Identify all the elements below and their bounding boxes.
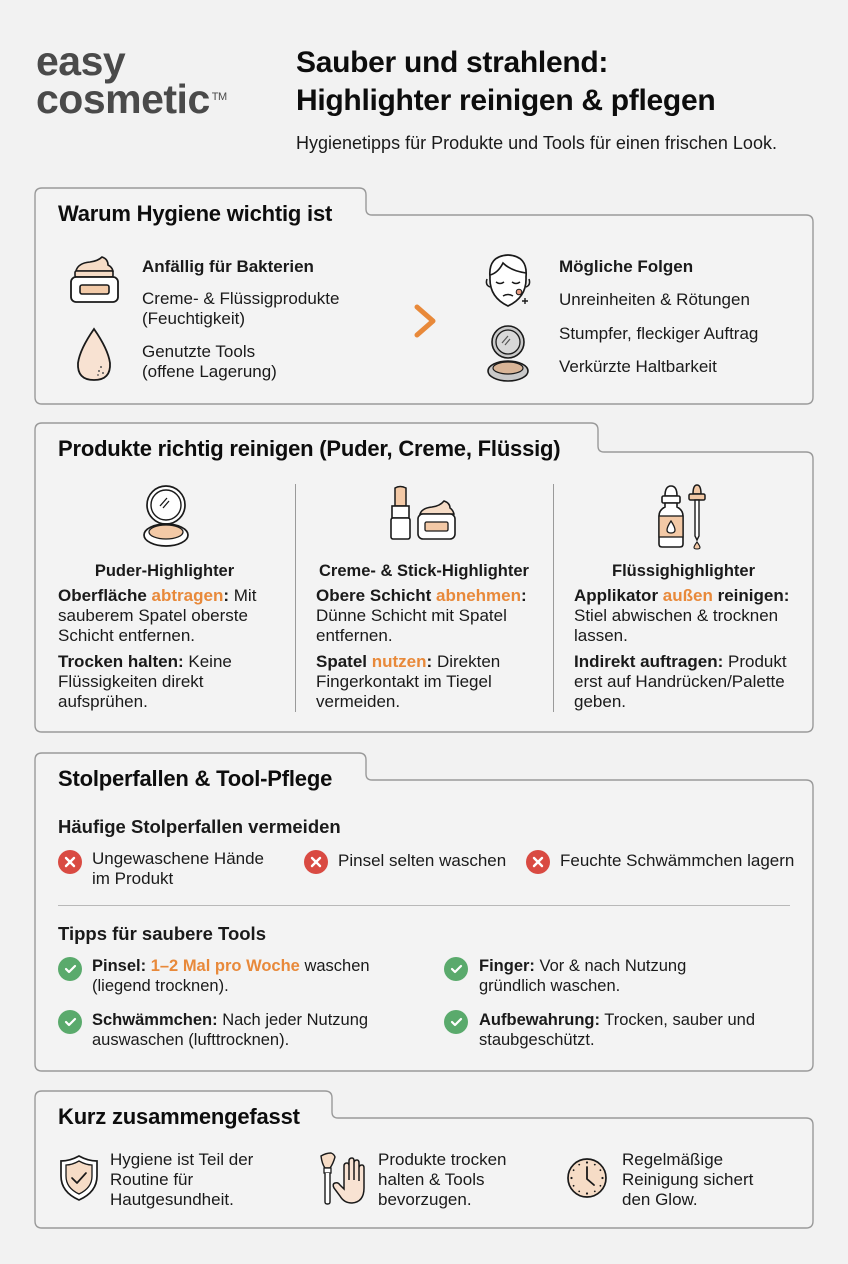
tip-label: Spatel	[316, 652, 372, 671]
column-title: Flüssighighlighter	[612, 562, 755, 580]
tip-text: Stiel abwischen & trocknen	[574, 606, 779, 625]
summary-text: Hautgesundheit.	[110, 1190, 234, 1209]
section-heading: Kurz zusammengefasst	[58, 1104, 300, 1129]
reason-line: Creme- & Flüssigprodukte	[142, 289, 340, 308]
tip-text: lassen.	[574, 626, 628, 645]
pitfall-item: Pinsel selten waschen	[338, 851, 507, 870]
tip-accent: 1–2 Mal pro Woche	[150, 957, 300, 975]
summary-text: Hygiene ist Teil der	[110, 1150, 254, 1169]
tip-accent: nutzen	[371, 652, 427, 671]
brush-hand-icon	[318, 1152, 368, 1206]
cream-jar-icon	[68, 255, 122, 305]
tip-block	[574, 586, 810, 646]
summary-text: Regelmäßige	[622, 1150, 724, 1169]
tip-text: aufsprühen.	[58, 692, 148, 711]
tip-text: Schicht entfernen.	[58, 626, 196, 645]
tip-label: Oberfläche	[58, 586, 152, 605]
summary-text: halten & Tools	[378, 1170, 485, 1189]
summary-text: Routine für	[110, 1170, 194, 1189]
tip-label: Trocken halten:	[58, 652, 184, 671]
tool-tip	[479, 1010, 755, 1050]
pitfall-text: im Produkt	[92, 869, 174, 888]
summary-text: Produkte trocken	[378, 1150, 507, 1169]
section-heading: Produkte richtig reinigen (Puder, Creme, Flüssig)	[58, 436, 561, 461]
logo-line1: easy	[36, 38, 126, 84]
consequence-item: Unreinheiten & Rötungen	[559, 290, 750, 309]
page-subtitle: Hygienetipps für Produkte und Tools für einen frischen Look.	[296, 133, 777, 153]
consequence-item: Stumpfer, fleckiger Auftrag	[559, 324, 759, 343]
tip-text: auswaschen (lufttrocknen).	[92, 1031, 290, 1049]
check-icon	[444, 1010, 468, 1034]
error-x-icon	[526, 850, 550, 874]
tip-text: sauberem Spatel oberste	[58, 606, 248, 625]
tip-accent: abnehmen	[435, 586, 522, 605]
tip-text: gründlich waschen.	[479, 977, 621, 995]
card-clean-products	[34, 422, 814, 733]
tip-text: Trocken, sauber und	[604, 1011, 756, 1029]
reason-line: (Feuchtigkeit)	[142, 309, 245, 328]
tip-text: geben.	[574, 692, 626, 711]
tool-tip	[479, 956, 686, 996]
section-heading: Stolperfallen & Tool-Pflege	[58, 766, 333, 791]
column-title: Puder-Highlighter	[94, 562, 235, 580]
card-why-hygiene	[34, 187, 814, 405]
tip-block	[58, 652, 290, 712]
brand-logo	[36, 38, 227, 122]
tips-heading: Tipps für saubere Tools	[58, 923, 266, 944]
stick-and-jar-icon	[388, 484, 458, 542]
face-blemish-icon	[483, 251, 533, 311]
tip-text: Dünne Schicht mit Spatel	[316, 606, 507, 625]
title-line2: Highlighter reinigen & pflegen	[296, 84, 716, 117]
tip-accent: außen	[662, 586, 713, 605]
reason-item	[142, 342, 277, 382]
tip-label: :	[521, 586, 527, 605]
tip-block	[316, 652, 550, 712]
tip-label: :	[223, 586, 230, 605]
error-x-icon	[58, 850, 82, 874]
title-line1: Sauber und strahlend:	[296, 46, 609, 79]
tip-block	[58, 586, 290, 646]
reason-item	[142, 289, 339, 329]
tip-text: vermeiden.	[316, 692, 401, 711]
pitfall-text: Ungewaschene Hände	[92, 849, 265, 868]
sponge-icon	[74, 327, 114, 383]
tip-block	[574, 652, 810, 712]
check-icon	[58, 1010, 82, 1034]
powder-compact-icon	[486, 324, 530, 384]
tip-text: staubgeschützt.	[479, 1031, 595, 1049]
bacteria-title: Anfällig für Bakterien	[142, 257, 314, 276]
tip-label: reinigen:	[712, 586, 790, 605]
tip-block	[316, 586, 550, 646]
tip-text: Flüssigkeiten direkt	[58, 672, 204, 691]
page-title	[296, 44, 715, 120]
summary-item	[378, 1150, 507, 1210]
clock-icon	[566, 1157, 608, 1199]
tip-text: (liegend trocknen).	[92, 977, 229, 995]
check-icon	[58, 957, 82, 981]
powder-compact-icon	[142, 484, 190, 550]
card-summary	[34, 1090, 814, 1229]
column-title: Creme- & Stick-Highlighter	[319, 562, 529, 580]
tip-label: Pinsel:	[92, 957, 147, 975]
pitfalls-heading: Häufige Stolperfallen vermeiden	[58, 816, 341, 837]
column-divider	[553, 484, 554, 712]
pitfall-item	[92, 849, 264, 889]
tip-accent: abtragen	[151, 586, 224, 605]
consequences-title: Mögliche Folgen	[559, 257, 694, 276]
tip-text: Nach jeder Nutzung	[222, 1011, 369, 1029]
tip-label: :	[426, 652, 433, 671]
section-divider	[58, 905, 790, 906]
tool-tip	[92, 1010, 368, 1050]
summary-item	[110, 1150, 253, 1210]
tip-text: Vor & nach Nutzung	[539, 957, 687, 975]
logo-line2: cosmetic	[36, 76, 210, 122]
tip-label: Aufbewahrung:	[479, 1011, 600, 1029]
tip-label: Finger:	[479, 957, 535, 975]
column-divider	[295, 484, 296, 712]
tip-text: entfernen.	[316, 626, 393, 645]
chevron-right-icon	[412, 303, 438, 339]
summary-text: bevorzugen.	[378, 1190, 472, 1209]
summary-text: Reinigung sichert	[622, 1170, 754, 1189]
tip-text: Keine	[188, 652, 232, 671]
trademark: TM	[211, 91, 227, 103]
tip-label: Applikator	[574, 586, 663, 605]
shield-check-icon	[58, 1154, 100, 1202]
summary-item	[622, 1150, 753, 1210]
tip-text: waschen	[304, 957, 370, 975]
tip-label: Indirekt auftragen:	[574, 652, 724, 671]
tip-text: erst auf Handrücken/Palette	[574, 672, 785, 691]
tip-text: Mit	[233, 586, 257, 605]
card-pitfalls-tools	[34, 752, 814, 1072]
dropper-bottle-icon	[656, 482, 712, 550]
pitfall-item: Feuchte Schwämmchen lagern	[560, 851, 795, 870]
error-x-icon	[304, 850, 328, 874]
consequence-item: Verkürzte Haltbarkeit	[559, 357, 717, 376]
tip-text: Fingerkontakt im Tiegel	[316, 672, 492, 691]
reason-line: (offene Lagerung)	[142, 362, 277, 381]
summary-text: den Glow.	[622, 1190, 698, 1209]
section-heading: Warum Hygiene wichtig ist	[58, 201, 333, 226]
tip-label: Obere Schicht	[316, 586, 436, 605]
tool-tip	[92, 956, 370, 996]
reason-line: Genutzte Tools	[142, 342, 256, 361]
tip-text: Produkt	[727, 652, 787, 671]
tip-label: Schwämmchen:	[92, 1011, 218, 1029]
check-icon	[444, 957, 468, 981]
tip-text: Direkten	[436, 652, 501, 671]
